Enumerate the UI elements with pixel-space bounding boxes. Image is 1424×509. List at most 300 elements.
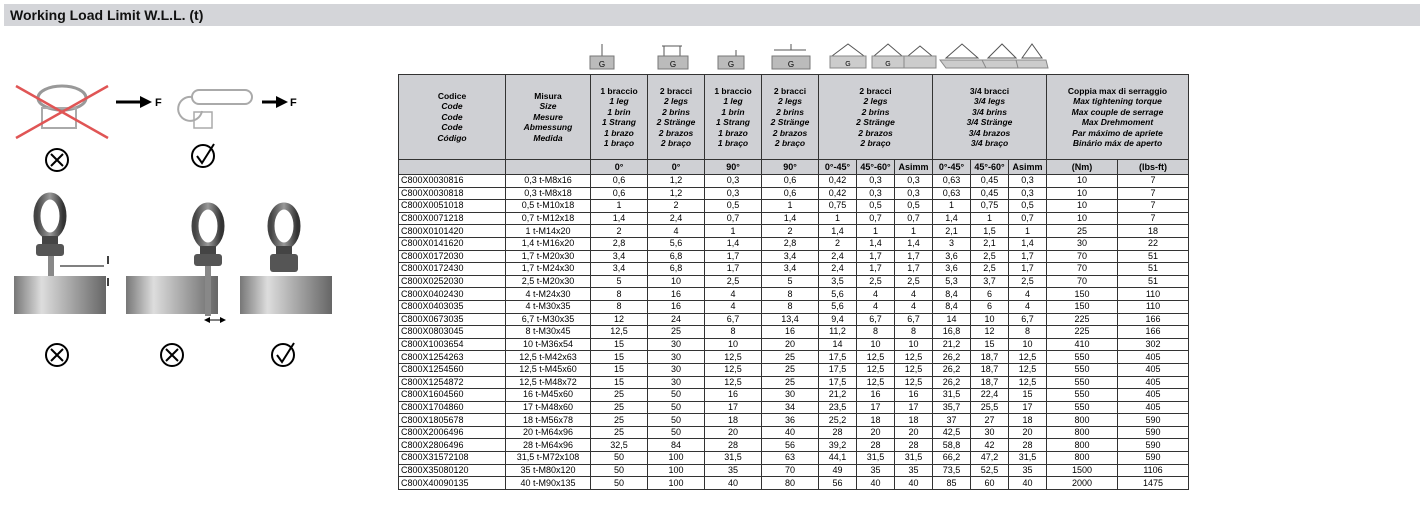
cell-value: 6,7 [857, 313, 895, 326]
cell-size: 18 t-M56x78 [506, 414, 591, 427]
subheader-angle: 0°-45° [933, 160, 971, 175]
cell-size: 0,3 t-M8x18 [506, 187, 591, 200]
cell-value: 30 [1047, 237, 1118, 250]
cell-value: 30 [648, 376, 705, 389]
cell-value: 100 [648, 452, 705, 465]
cell-value: 2 [591, 225, 648, 238]
cell-size: 4 t-M24x30 [506, 288, 591, 301]
cell-value: 25 [591, 414, 648, 427]
cell-value: 42,5 [933, 426, 971, 439]
table-row [399, 389, 1189, 402]
header-three-four-legs: 3/4 bracci 3/4 legs 3/4 brins 3/4 Stränge 3/4 brazos 3/4 braço [933, 75, 1047, 160]
title-bar [4, 4, 1420, 26]
cell-value: 20 [762, 338, 819, 351]
cell-value: 5,6 [819, 288, 857, 301]
cell-value: 0,7 [857, 212, 895, 225]
cell-value: 12,5 [857, 376, 895, 389]
cell-value: 12 [971, 326, 1009, 339]
cell-size: 20 t-M64x96 [506, 426, 591, 439]
cell-value: 20 [895, 426, 933, 439]
cell-value: 17 [1009, 401, 1047, 414]
cell-value: 0,63 [933, 175, 971, 188]
cell-value: 25 [762, 376, 819, 389]
cell-value: 166 [1118, 326, 1189, 339]
cell-value: 56 [819, 477, 857, 490]
cell-value: 10 [1047, 212, 1118, 225]
cell-value: 31,5 [857, 452, 895, 465]
cell-size: 0,7 t-M12x18 [506, 212, 591, 225]
cell-value: 32,5 [591, 439, 648, 452]
cell-value: 1,4 [762, 212, 819, 225]
cell-value: 12,5 [1009, 351, 1047, 364]
cell-value: 590 [1118, 426, 1189, 439]
cell-value: 52,5 [971, 464, 1009, 477]
cell-value: 44,1 [819, 452, 857, 465]
header-one-leg-90: 1 braccio 1 leg 1 brin 1 Strang 1 brazo 1 braço [705, 75, 762, 160]
cell-value: 31,5 [895, 452, 933, 465]
cell-value: 1,7 [895, 263, 933, 276]
cell-value: 50 [591, 452, 648, 465]
cell-value: 50 [591, 464, 648, 477]
two-leg-side-icon [772, 44, 810, 69]
cell-value: 84 [648, 439, 705, 452]
cell-code: C800X0030818 [399, 187, 506, 200]
cell-value: 0,3 [895, 187, 933, 200]
table-row [399, 426, 1189, 439]
wrong-side-pull-figure [16, 86, 162, 171]
table-row [399, 452, 1189, 465]
cell-value: 8 [591, 300, 648, 313]
subheader-blank [399, 160, 506, 175]
cell-value: 10 [1009, 338, 1047, 351]
cell-value: 8 [1009, 326, 1047, 339]
sling-configuration-icons [586, 40, 1066, 74]
cell-value: 70 [1047, 250, 1118, 263]
cell-code: C800X35080120 [399, 464, 506, 477]
force-label: F [290, 97, 297, 109]
table-row [399, 351, 1189, 364]
cell-value: 27 [971, 414, 1009, 427]
cell-value: 25 [591, 426, 648, 439]
table-row [399, 200, 1189, 213]
cell-value: 150 [1047, 300, 1118, 313]
cell-value: 10 [1047, 187, 1118, 200]
cell-value: 28 [705, 439, 762, 452]
cell-code: C800X0051018 [399, 200, 506, 213]
cell-value: 110 [1118, 288, 1189, 301]
table-row [399, 363, 1189, 376]
cell-size: 17 t-M48x60 [506, 401, 591, 414]
cell-value: 1500 [1047, 464, 1118, 477]
cell-size: 2,5 t-M20x30 [506, 275, 591, 288]
cell-value: 37 [933, 414, 971, 427]
g-label: G [727, 60, 735, 69]
cell-value: 8 [591, 288, 648, 301]
cell-value: 166 [1118, 313, 1189, 326]
cell-value: 225 [1047, 326, 1118, 339]
cell-value: 6,7 [1009, 313, 1047, 326]
cell-value: 405 [1118, 363, 1189, 376]
cell-code: C800X0673035 [399, 313, 506, 326]
cell-value: 30 [971, 426, 1009, 439]
cell-size: 1,7 t-M24x30 [506, 263, 591, 276]
g-label: G [669, 60, 677, 69]
cell-value: 550 [1047, 363, 1118, 376]
cell-value: 5,6 [648, 237, 705, 250]
cell-value: 25 [1047, 225, 1118, 238]
cell-value: 1475 [1118, 477, 1189, 490]
cell-value: 31,5 [1009, 452, 1047, 465]
cell-value: 20 [1009, 426, 1047, 439]
cell-value: 42 [971, 439, 1009, 452]
table-row [399, 175, 1189, 188]
cell-value: 0,3 [1009, 187, 1047, 200]
cell-value: 26,2 [933, 351, 971, 364]
cell-value: 7 [1118, 212, 1189, 225]
cell-code: C800X0141620 [399, 237, 506, 250]
cell-value: 1,5 [971, 225, 1009, 238]
cell-code: C800X0803045 [399, 326, 506, 339]
cell-value: 800 [1047, 414, 1118, 427]
table-row [399, 300, 1189, 313]
cell-value: 22 [1118, 237, 1189, 250]
cell-value: 6,7 [705, 313, 762, 326]
table-row [399, 212, 1189, 225]
cell-code: C800X1704860 [399, 401, 506, 414]
cell-value: 1,4 [1009, 237, 1047, 250]
cell-value: 3,7 [971, 275, 1009, 288]
cell-value: 10 [1047, 200, 1118, 213]
cell-value: 1 [819, 212, 857, 225]
cell-value: 15 [591, 376, 648, 389]
table-row [399, 225, 1189, 238]
cell-value: 12,5 [895, 376, 933, 389]
cell-value: 550 [1047, 401, 1118, 414]
usage-illustrations [0, 30, 380, 410]
cell-value: 1,4 [705, 237, 762, 250]
cell-value: 12,5 [895, 363, 933, 376]
cell-value: 85 [933, 477, 971, 490]
cell-value: 0,5 [857, 200, 895, 213]
cell-value: 0,5 [1009, 200, 1047, 213]
cell-value: 302 [1118, 338, 1189, 351]
subheader-unit-nm: (Nm) [1047, 160, 1118, 175]
cell-code: C800X31572108 [399, 452, 506, 465]
cell-value: 1 [1009, 225, 1047, 238]
cell-value: 30 [762, 389, 819, 402]
cell-code: C800X2806496 [399, 439, 506, 452]
cell-value: 12,5 [895, 351, 933, 364]
cell-value: 590 [1118, 439, 1189, 452]
cell-value: 1 [933, 200, 971, 213]
two-leg-angle-icons [830, 44, 936, 68]
cell-value: 5,6 [819, 300, 857, 313]
cell-value: 8 [762, 288, 819, 301]
cell-value: 25 [762, 351, 819, 364]
cell-value: 150 [1047, 288, 1118, 301]
cell-code: C800X40090135 [399, 477, 506, 490]
cell-value: 100 [648, 477, 705, 490]
g-label: G [787, 60, 795, 69]
cell-value: 2,4 [819, 250, 857, 263]
header-size: Misura Size Mesure Abmessung Medida [506, 75, 591, 160]
cell-value: 4 [1009, 300, 1047, 313]
subheader-angle: 0°-45° [819, 160, 857, 175]
subheader-angle: 45°-60° [971, 160, 1009, 175]
cell-value: 0,7 [1009, 212, 1047, 225]
cell-value: 1,2 [648, 187, 705, 200]
cell-value: 0,42 [819, 187, 857, 200]
cell-value: 35 [1009, 464, 1047, 477]
cell-value: 3,5 [819, 275, 857, 288]
cell-value: 8 [762, 300, 819, 313]
table-row [399, 477, 1189, 490]
cell-value: 15 [591, 338, 648, 351]
cell-value: 28 [1009, 439, 1047, 452]
cell-value: 1,7 [705, 250, 762, 263]
cell-value: 12,5 [1009, 376, 1047, 389]
cell-value: 70 [1047, 263, 1118, 276]
two-leg-vertical-icon [658, 46, 688, 69]
cell-value: 25 [591, 389, 648, 402]
cell-value: 0,6 [762, 175, 819, 188]
cell-value: 8 [705, 326, 762, 339]
cell-value: 16 [762, 326, 819, 339]
cell-value: 1,7 [705, 263, 762, 276]
cell-value: 25 [648, 326, 705, 339]
cell-value: 10 [648, 275, 705, 288]
cell-value: 0,45 [971, 175, 1009, 188]
subheader-angle: Asimm [1009, 160, 1047, 175]
cell-size: 4 t-M30x35 [506, 300, 591, 313]
cell-value: 0,5 [705, 200, 762, 213]
cell-value: 35,7 [933, 401, 971, 414]
cell-value: 16 [895, 389, 933, 402]
cell-value: 70 [1047, 275, 1118, 288]
subheader-angle: Asimm [895, 160, 933, 175]
table-row [399, 237, 1189, 250]
cell-value: 35 [705, 464, 762, 477]
cell-value: 36 [762, 414, 819, 427]
cell-value: 550 [1047, 376, 1118, 389]
cell-value: 51 [1118, 263, 1189, 276]
cell-value: 800 [1047, 426, 1118, 439]
cell-value: 40 [895, 477, 933, 490]
cell-value: 22,4 [971, 389, 1009, 402]
cell-value: 15 [591, 363, 648, 376]
table-subheader-row [399, 160, 1189, 175]
subheader-angle: 0° [591, 160, 648, 175]
cell-value: 550 [1047, 351, 1118, 364]
cell-value: 405 [1118, 376, 1189, 389]
cell-value: 18 [705, 414, 762, 427]
cell-value: 3 [933, 237, 971, 250]
cell-value: 4 [705, 300, 762, 313]
cell-code: C800X0402430 [399, 288, 506, 301]
cell-value: 73,5 [933, 464, 971, 477]
cell-value: 40 [705, 477, 762, 490]
cell-value: 225 [1047, 313, 1118, 326]
subheader-angle: 45°-60° [857, 160, 895, 175]
cell-value: 1 [895, 225, 933, 238]
cell-value: 1,2 [648, 175, 705, 188]
cell-value: 2 [762, 225, 819, 238]
cell-size: 12,5 t-M48x72 [506, 376, 591, 389]
cell-value: 14 [819, 338, 857, 351]
cell-value: 35 [857, 464, 895, 477]
subheader-angle: 0° [648, 160, 705, 175]
cell-value: 1,7 [857, 263, 895, 276]
cell-value: 25,2 [819, 414, 857, 427]
cell-value: 0,45 [971, 187, 1009, 200]
cell-value: 56 [762, 439, 819, 452]
cell-value: 26,2 [933, 376, 971, 389]
cell-value: 50 [648, 389, 705, 402]
cell-value: 28 [895, 439, 933, 452]
table-row [399, 313, 1189, 326]
cell-value: 20 [705, 426, 762, 439]
header-code: Codice Code Code Code Código [399, 75, 506, 160]
cell-value: 63 [762, 452, 819, 465]
cell-value: 0,3 [1009, 175, 1047, 188]
cell-value: 16 [857, 389, 895, 402]
cell-size: 35 t-M80x120 [506, 464, 591, 477]
cell-value: 1,7 [895, 250, 933, 263]
cell-code: C800X2006496 [399, 426, 506, 439]
cell-value: 4 [857, 300, 895, 313]
header-two-legs-angled: 2 bracci 2 legs 2 brins 2 Stränge 2 brazos 2 braço [819, 75, 933, 160]
cell-value: 1,4 [933, 212, 971, 225]
cell-value: 51 [1118, 250, 1189, 263]
cell-value: 18 [1118, 225, 1189, 238]
cell-value: 40 [762, 426, 819, 439]
cell-value: 12,5 [591, 326, 648, 339]
cell-value: 1 [762, 200, 819, 213]
page-title: Working Load Limit W.L.L. (t) [10, 7, 204, 23]
cell-size: 0,3 t-M8x16 [506, 175, 591, 188]
cell-value: 0,6 [591, 175, 648, 188]
four-leg-angle-icons [940, 44, 1048, 68]
cell-value: 12,5 [1009, 363, 1047, 376]
cell-value: 11,2 [819, 326, 857, 339]
cell-value: 405 [1118, 351, 1189, 364]
cell-value: 17 [705, 401, 762, 414]
cell-value: 2,5 [971, 250, 1009, 263]
cell-value: 15 [591, 351, 648, 364]
cell-value: 16 [648, 300, 705, 313]
cell-value: 50 [591, 477, 648, 490]
cell-value: 40 [1009, 477, 1047, 490]
cell-code: C800X1003654 [399, 338, 506, 351]
cell-value: 1 [857, 225, 895, 238]
cell-value: 100 [648, 464, 705, 477]
subheader-angle: 90° [705, 160, 762, 175]
one-leg-vertical-icon [590, 44, 614, 69]
cell-value: 4 [895, 288, 933, 301]
one-leg-side-icon [718, 50, 744, 69]
cell-size: 1,7 t-M20x30 [506, 250, 591, 263]
cell-value: 60 [971, 477, 1009, 490]
cell-value: 3,6 [933, 263, 971, 276]
table-header-row [399, 75, 1189, 160]
cell-code: C800X0252030 [399, 275, 506, 288]
g-label: G [845, 61, 851, 68]
cell-value: 17,5 [819, 376, 857, 389]
cell-code: C800X0071218 [399, 212, 506, 225]
cell-value: 6 [971, 300, 1009, 313]
cell-value: 0,75 [819, 200, 857, 213]
cell-value: 49 [819, 464, 857, 477]
header-one-leg-0: 1 braccio 1 leg 1 brin 1 Strang 1 brazo 1 braço [591, 75, 648, 160]
cell-value: 66,2 [933, 452, 971, 465]
table-row [399, 275, 1189, 288]
cell-value: 21,2 [933, 338, 971, 351]
cell-value: 1,7 [1009, 250, 1047, 263]
cell-value: 2000 [1047, 477, 1118, 490]
cell-value: 2,5 [895, 275, 933, 288]
cell-value: 2,5 [1009, 275, 1047, 288]
cell-value: 1 [591, 200, 648, 213]
cell-value: 26,2 [933, 363, 971, 376]
cell-value: 30 [648, 351, 705, 364]
cell-value: 410 [1047, 338, 1118, 351]
cell-size: 1,4 t-M16x20 [506, 237, 591, 250]
cell-value: 0,3 [857, 187, 895, 200]
cell-value: 4 [857, 288, 895, 301]
cell-value: 1 [971, 212, 1009, 225]
cell-value: 12,5 [705, 376, 762, 389]
cell-code: C800X0101420 [399, 225, 506, 238]
header-two-legs-0: 2 bracci 2 legs 2 brins 2 Stränge 2 brazos 2 braço [648, 75, 705, 160]
cell-value: 4 [1009, 288, 1047, 301]
cell-value: 2 [648, 200, 705, 213]
cell-value: 2,5 [705, 275, 762, 288]
cell-value: 39,2 [819, 439, 857, 452]
cell-value: 58,8 [933, 439, 971, 452]
table-row [399, 414, 1189, 427]
cell-value: 31,5 [705, 452, 762, 465]
cell-value: 6,8 [648, 263, 705, 276]
cell-value: 9,4 [819, 313, 857, 326]
cell-value: 2,5 [857, 275, 895, 288]
cell-value: 6,8 [648, 250, 705, 263]
cell-value: 80 [762, 477, 819, 490]
cell-value: 2,1 [971, 237, 1009, 250]
subheader-angle: 90° [762, 160, 819, 175]
cell-value: 10 [895, 338, 933, 351]
cell-value: 18,7 [971, 363, 1009, 376]
subheader-unit-lbsft: (lbs-ft) [1118, 160, 1189, 175]
table-row [399, 401, 1189, 414]
cell-value: 34 [762, 401, 819, 414]
cell-value: 15 [971, 338, 1009, 351]
cell-value: 25 [762, 363, 819, 376]
cell-code: C800X1254560 [399, 363, 506, 376]
wll-table [398, 74, 1189, 490]
cell-value: 10 [705, 338, 762, 351]
cell-value: 3,4 [591, 263, 648, 276]
cell-value: 8 [895, 326, 933, 339]
cell-value: 28 [857, 439, 895, 452]
cell-value: 25 [591, 401, 648, 414]
cell-value: 5 [591, 275, 648, 288]
cell-value: 31,5 [933, 389, 971, 402]
cell-value: 18 [895, 414, 933, 427]
cell-value: 4 [705, 288, 762, 301]
table-row [399, 464, 1189, 477]
cell-value: 110 [1118, 300, 1189, 313]
cell-size: 12,5 t-M42x63 [506, 351, 591, 364]
